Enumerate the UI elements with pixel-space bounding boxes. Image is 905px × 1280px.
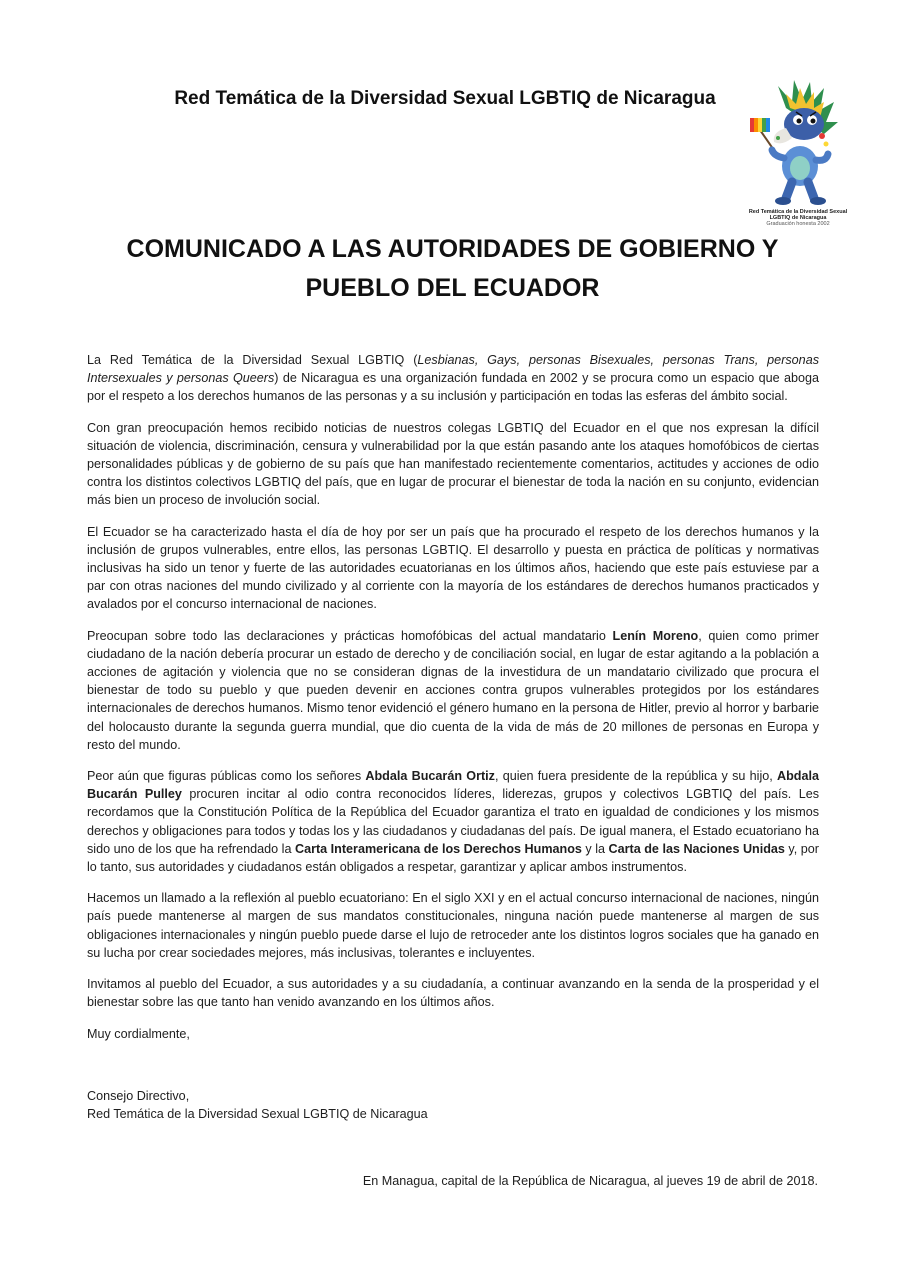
p5-i: y, por lo tanto, sus autoridades y ciudadanos están obligados a respetar, garantizar y aplicar ambos instrumentos. [87, 841, 819, 875]
dateline: En Managua, capital de la República de Nicaragua, al jueves 19 de abril de 2018. [362, 1174, 818, 1188]
mascot-icon [738, 78, 858, 208]
logo [738, 78, 858, 228]
p5-carta-naciones-unidas: Carta de las Naciones Unidas [608, 841, 785, 856]
title-line2: PUEBLO DEL ECUADOR [305, 274, 600, 302]
organization-header: Red Temática de la Diversidad Sexual LGBTIQ de Nicaragua [174, 88, 716, 109]
paragraph-ecuador-record: El Ecuador se ha caracterizado hasta el día de hoy por ser un país que ha procurado el respeto de los derechos humanos y la inclusión de grupos vulnerables, entre ellos, las personas LGBTIQ. El desarrollo y puesta en práctica de políticas y normativas inclusivas ha sido un tenor y fuerte de las autoridades ecuatorianas en los últimos años, haciendo que este país estuviese par a par con otras naciones del mundo civilizado y al corriente con la mayoría de los estándares de derechos humanos practicados y avalados por el concurso internacional de naciones. [87, 524, 819, 612]
signature-line1: Consejo Directivo, [87, 1089, 190, 1103]
paragraph-call-reflection: Hacemos un llamado a la reflexión al pueblo ecuatoriano: En el siglo XXI y en el actual concurso internacional de naciones, ningún país puede mantenerse al margen de sus mandatos constitucionales, ninguna nación puede mantenerse al margen de sus obligaciones internacionales y ningún pueblo puede darse el lujo de retroceder ante los distintos logros sociales que ha ganado en su lucha por crear sociedades mejores, más inclusivas, tolerantes e incluyentes. [87, 891, 819, 960]
paragraph-intro [87, 351, 819, 406]
paragraph-intro-italic: Lesbianas, Gays, personas Bisexuales, personas Trans, personas Intersexuales y personas Queers [87, 353, 819, 386]
closing-salutation: Muy cordialmente, [87, 1026, 190, 1041]
paragraph-president-c: , quien como primer ciudadano de la nación debería procurar un estado de derecho y de conciliación social, en lugar de estar agitando a la población a acciones de agitación y violencia que no se consideran dignas de la investidura de un mandatario civilizado que procura el bienestar de todo su pueblo y que pueden devenir en acciones contra grupos vulnerables protegidos por los estándares internacionales de derechos humanos. Mismo tenor evidenció el género humano en la persona de Hitler, previo al horror y barbarie del holocausto durante la segunda guerra mundial, que dio cuenta de la vida de más de 20 millones de personas en Europa y resto del mundo. [87, 628, 819, 752]
paragraph-president-a: Preocupan sobre todo las declaraciones y prácticas homofóbicas del actual mandatario [87, 628, 613, 643]
logo-caption-line3: Graduación honesta 2002 [766, 221, 830, 227]
document-body [87, 351, 819, 1056]
p5-c: , quien fuera presidente de la república y su hijo, [494, 769, 777, 784]
p5-name-ortiz: Abdala Bucarán Ortiz [365, 769, 495, 784]
paragraph-intro-c: ) de Nicaragua es una organización fundada en 2002 y se procura como un espacio que aboga por el respeto a los derechos humanos de las personas y a su inclusión y participación en todas las esferas del ámbito social. [87, 371, 819, 404]
logo-caption-line2: LGBTIQ de Nicaragua [769, 215, 827, 221]
p5-a: Peor aún que figuras públicas como los señores [87, 769, 366, 784]
document-title [60, 230, 845, 308]
paragraph-public-figures [87, 767, 819, 876]
paragraph-president [87, 627, 819, 754]
paragraph-president-name: Lenín Moreno [612, 628, 699, 643]
paragraph-concern: Con gran preocupación hemos recibido noticias de nuestros colegas LGBTIQ del Ecuador en el que nos expresan la difícil situación de violencia, discriminación, censura y vulnerabilidad por la que están pasando ante los ataques homofóbicos de ciertas personalidades públicas y de gobierno de su país que han manifestado recientemente comentarios, actitudes y acciones de odio contra los distintos colectivos LGBTIQ del país, que en lugar de procurar el bienestar de toda la nación en su conjunto, evidencian más bien un proceso de involución social. [87, 420, 819, 508]
signature-line2: Red Temática de la Diversidad Sexual LGBTIQ de Nicaragua [87, 1107, 428, 1122]
p5-carta-interamericana: Carta Interamericana de los Derechos Humanos [294, 841, 582, 856]
p5-e: procuren incitar al odio contra reconocidos líderes, liderezas, grupos y colectivos LGBTIQ del país. Les recordamos que la Constitución Política de la República del Ecuador garantiza el trato en igualdad de condiciones y los mismos derechos y obligaciones para todos y todas los y las ciudadanos y ciudadanas del país. De igual manera, el Estado ecuatoriano ha sido uno de los que ha refrendado la [87, 787, 819, 856]
p5-g: y la [581, 841, 609, 856]
paragraph-invitation: Invitamos al pueblo del Ecuador, a sus autoridades y a su ciudadanía, a continuar avanzando en la senda de la prosperidad y el bienestar sobre las que tanto han venido avanzando en los últimos años. [87, 977, 819, 1010]
logo-caption [738, 209, 858, 227]
title-line1: COMUNICADO A LAS AUTORIDADES DE GOBIERNO Y [126, 235, 779, 263]
logo-caption-line1: Red Temática de la Diversidad Sexual [748, 209, 848, 215]
paragraph-intro-a: La Red Temática de la Diversidad Sexual LGBTIQ ( [87, 353, 418, 367]
p5-name-pulley: Abdala Bucarán Pulley [87, 769, 819, 802]
signature-block [87, 1087, 428, 1123]
